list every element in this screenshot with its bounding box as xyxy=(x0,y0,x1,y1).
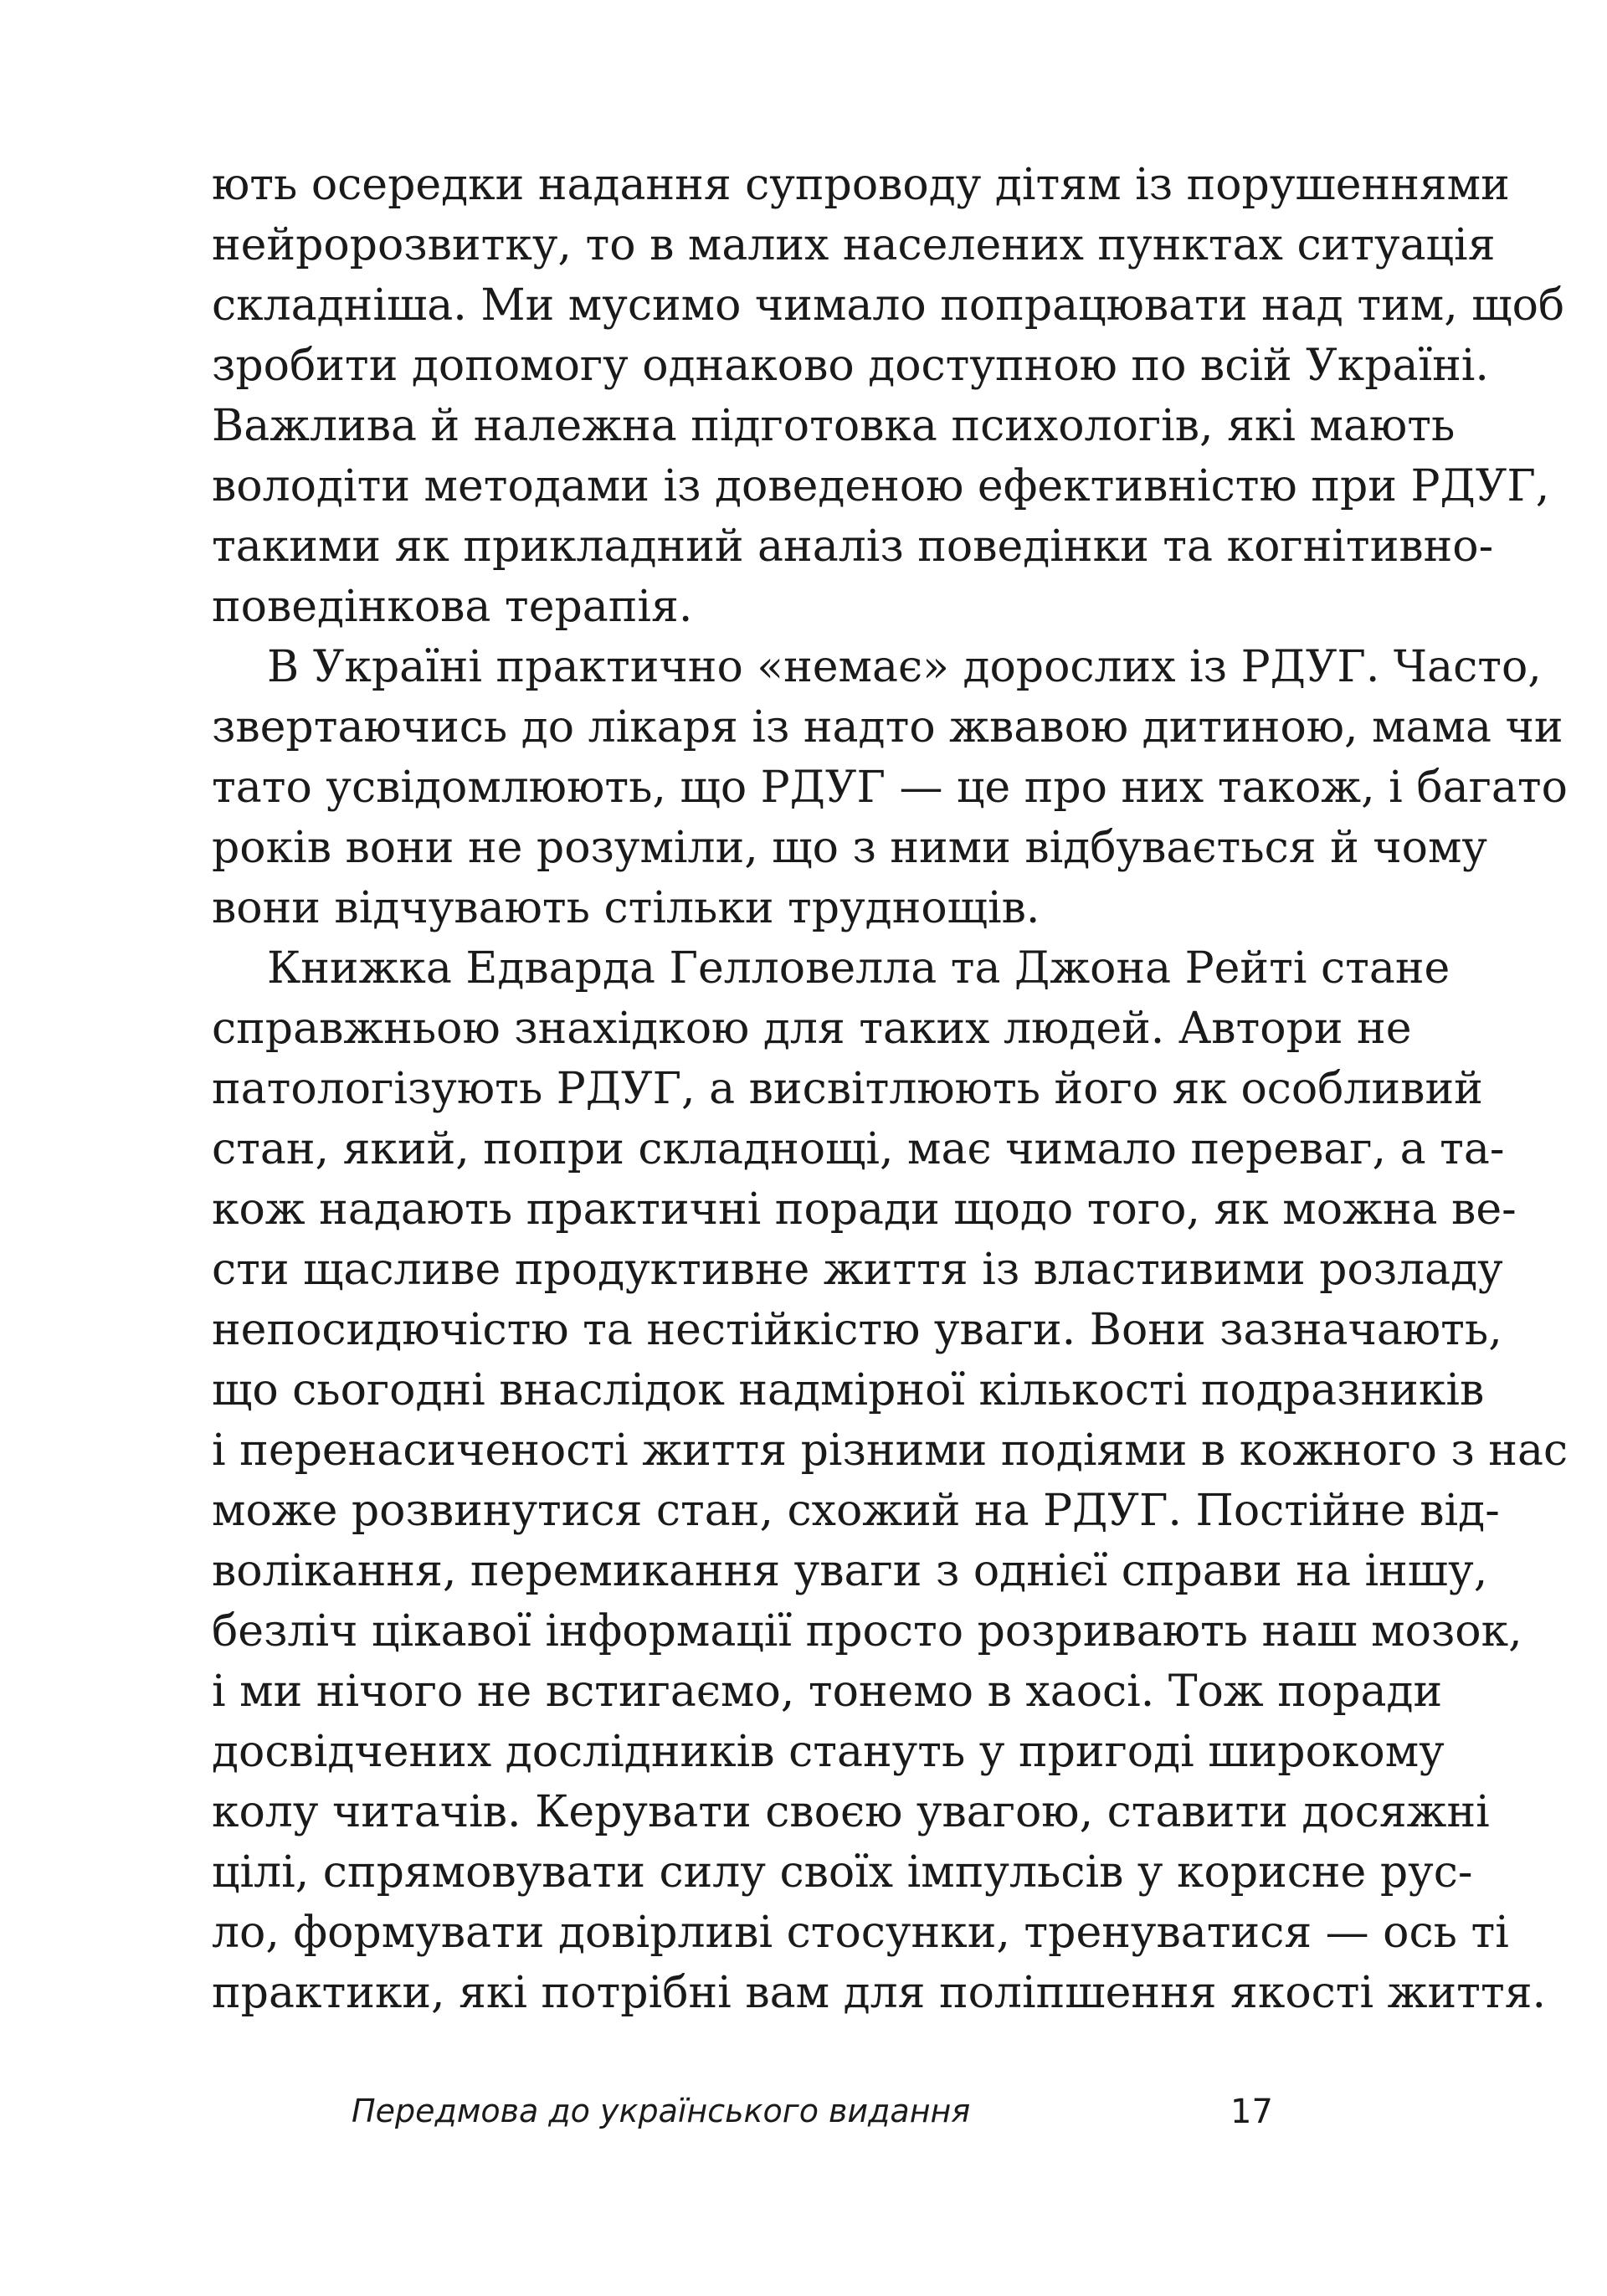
text-line: колу читачів. Керувати своєю увагою, ставити досяжні xyxy=(212,1787,1490,1837)
text-line: патологізують РДУГ, а висвітлюють його як особливий xyxy=(212,1064,1483,1114)
text-line: тато усвідомлюють, що РДУГ — це про них також, і багато xyxy=(212,763,1568,813)
running-footer-title: Передмова до українського видання xyxy=(352,2093,971,2129)
paragraph-start-line: В Україні практично «немає» дорослих із РДУГ. Часто, xyxy=(267,642,1542,692)
text-line: такими як прикладний аналіз поведінки та когнітивно- xyxy=(212,521,1494,572)
text-line: зробити допомогу однаково доступною по всій Україні. xyxy=(212,341,1489,391)
text-line: стан, який, попри складнощі, має чимало переваг, а та- xyxy=(212,1124,1505,1174)
text-line: справжньою знахідкою для таких людей. Автори не xyxy=(212,1004,1412,1054)
page-number: 17 xyxy=(1230,2093,1273,2131)
text-line: може розвинутися стан, схожий на РДУГ. Постійне від- xyxy=(212,1486,1500,1536)
text-line: вони відчувають стільки труднощів. xyxy=(212,883,1040,933)
text-line: непосидючістю та нестійкістю уваги. Вони зазначають, xyxy=(212,1305,1502,1355)
text-line: поведінкова терапія. xyxy=(212,582,693,632)
text-line: безліч цікавої інформації просто розривають наш мозок, xyxy=(212,1606,1522,1657)
text-line: ло, формувати довірливі стосунки, тренуватися — ось ті xyxy=(212,1908,1509,1958)
text-line: Важлива й належна підготовка психологів, які мають xyxy=(212,401,1456,451)
text-line: кож надають практичні поради щодо того, як можна ве- xyxy=(212,1184,1517,1235)
text-line: сти щасливе продуктивне життя із властивими розладу xyxy=(212,1245,1503,1295)
text-line: цілі, спрямовувати силу своїх імпульсів у корисне рус- xyxy=(212,1847,1473,1898)
text-line: волікання, перемикання уваги з однієї справи на іншу, xyxy=(212,1546,1488,1596)
text-line: практики, які потрібні вам для поліпшення якості життя. xyxy=(212,1968,1547,2018)
body-text xyxy=(212,155,1568,2023)
text-line: складніша. Ми мусимо чималo попрацювати над тим, щоб xyxy=(212,280,1565,331)
text-line: і перенасиченості життя різними подіями в кожного з нас xyxy=(212,1425,1568,1476)
text-line: років вони не розуміли, що з ними відбувається й чому xyxy=(212,823,1487,873)
text-line: звертаючись до лікаря із надто жвавою дитиною, мама чи xyxy=(212,702,1563,752)
paragraph-start-line: Книжка Едварда Гелловелла та Джона Рейті стане xyxy=(267,943,1450,994)
text-line: досвідчених дослідників стануть у пригоді широкому xyxy=(212,1727,1445,1777)
text-line: і ми нічого не встигаємо, тонемо в хаосі. Тож поради xyxy=(212,1667,1443,1717)
text-line: ють осередки надання супроводу дітям із порушеннями xyxy=(212,160,1510,210)
text-line: що сьогодні внаслідок надмірної кількості подразників xyxy=(212,1365,1485,1415)
text-line: володіти методами із доведеною ефективністю при РДУГ, xyxy=(212,461,1550,511)
text-line: нейророзвитку, то в малих населених пунктах ситуація xyxy=(212,220,1496,270)
